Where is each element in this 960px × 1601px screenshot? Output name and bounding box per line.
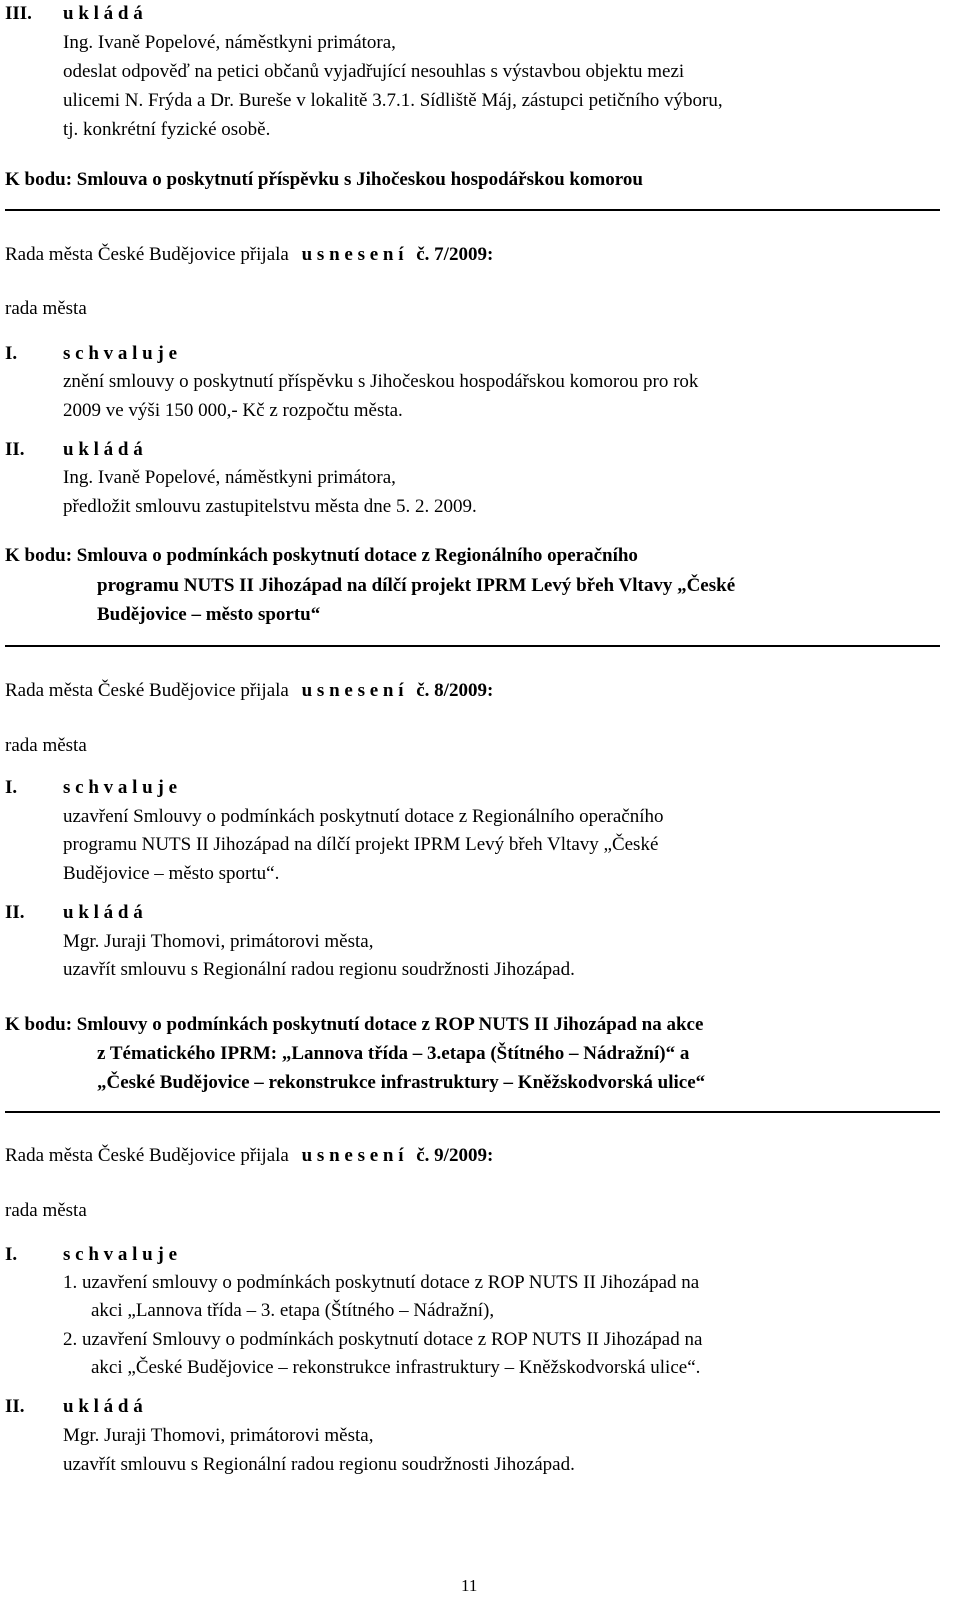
text-line: znění smlouvy o poskytnutí příspěvku s Jihočeskou hospodářskou komorou pro rok <box>63 371 699 392</box>
text-line: uzavřít smlouvu s Regionální radou regionu soudržnosti Jihozápad. <box>63 959 575 980</box>
action-verb: s c h v a l u j e <box>63 777 177 798</box>
resolution-label: u s n e s e n í <box>301 680 404 701</box>
rada-label: rada města <box>5 298 87 319</box>
resolution-label: u s n e s e n í <box>301 244 404 265</box>
resolution-number: č. 7/2009: <box>416 244 494 265</box>
resolution-number: č. 8/2009: <box>416 680 494 701</box>
text-line: předložit smlouvu zastupitelstvu města dne 5. 2. 2009. <box>63 496 477 517</box>
roman-numeral: I. <box>5 777 18 798</box>
divider <box>5 209 940 211</box>
roman-numeral: I. <box>5 1244 18 1265</box>
text-line: Mgr. Juraji Thomovi, primátorovi města, <box>63 931 374 952</box>
section-heading: K bodu: Smlouva o poskytnutí příspěvku s Jihočeskou hospodářskou komorou <box>5 169 643 190</box>
section-heading: Budějovice – město sportu“ <box>97 604 321 625</box>
roman-numeral: III. <box>5 3 32 24</box>
divider <box>5 645 940 647</box>
list-item-continuation: akci „Lannova třída – 3. etapa (Štítného – Nádražní), <box>91 1300 495 1321</box>
text-line: Budějovice – město sportu“. <box>63 863 280 884</box>
section-heading: z Tématického IPRM: „Lannova třída – 3.etapa (Štítného – Nádražní)“ a <box>97 1043 690 1064</box>
text-line: 2009 ve výši 150 000,- Kč z rozpočtu města. <box>63 400 403 421</box>
resolution-line <box>5 245 493 264</box>
text-line: uzavřít smlouvu s Regionální radou regionu soudržnosti Jihozápad. <box>63 1454 575 1475</box>
list-item: 1. uzavření smlouvy o podmínkách poskytnutí dotace z ROP NUTS II Jihozápad na <box>63 1272 700 1293</box>
section-heading: „České Budějovice – rekonstrukce infrastruktury – Kněžskodvorská ulice“ <box>97 1072 706 1093</box>
list-item: 2. uzavření Smlouvy o podmínkách poskytnutí dotace z ROP NUTS II Jihozápad na <box>63 1329 703 1350</box>
section-heading: K bodu: Smlouvy o podmínkách poskytnutí dotace z ROP NUTS II Jihozápad na akce <box>5 1014 704 1035</box>
page-number: 11 <box>461 1576 478 1595</box>
text-line: Ing. Ivaně Popelové, náměstkyni primátora, <box>63 467 396 488</box>
text-line: odeslat odpověď na petici občanů vyjadřující nesouhlas s výstavbou objektu mezi <box>63 61 685 82</box>
action-verb: u k l á d á <box>63 3 143 24</box>
text-line: ulicemi N. Frýda a Dr. Bureše v lokalitě 3.7.1. Sídliště Máj, zástupci petičního výboru, <box>63 90 723 111</box>
resolution-label: u s n e s e n í <box>301 1145 404 1166</box>
text-line: programu NUTS II Jihozápad na dílčí projekt IPRM Levý břeh Vltavy „České <box>63 834 659 855</box>
text-line: tj. konkrétní fyzické osobě. <box>63 119 271 140</box>
action-verb: s c h v a l u j e <box>63 1244 177 1265</box>
section-heading: K bodu: Smlouva o podmínkách poskytnutí dotace z Regionálního operačního <box>5 545 638 566</box>
rada-label: rada města <box>5 735 87 756</box>
resolution-intro: Rada města České Budějovice přijala <box>5 244 289 265</box>
roman-numeral: I. <box>5 343 18 364</box>
text-line: uzavření Smlouvy o podmínkách poskytnutí dotace z Regionálního operačního <box>63 806 664 827</box>
resolution-intro: Rada města České Budějovice přijala <box>5 680 289 701</box>
text-line: Ing. Ivaně Popelové, náměstkyni primátora, <box>63 32 396 53</box>
list-item-continuation: akci „České Budějovice – rekonstrukce infrastruktury – Kněžskodvorská ulice“. <box>91 1357 701 1378</box>
action-verb: s c h v a l u j e <box>63 343 177 364</box>
resolution-number: č. 9/2009: <box>416 1145 494 1166</box>
section-heading: programu NUTS II Jihozápad na dílčí projekt IPRM Levý břeh Vltavy „České <box>97 575 736 596</box>
action-verb: u k l á d á <box>63 1396 143 1417</box>
rada-label: rada města <box>5 1200 87 1221</box>
resolution-line <box>5 1146 493 1165</box>
text-line: Mgr. Juraji Thomovi, primátorovi města, <box>63 1425 374 1446</box>
action-verb: u k l á d á <box>63 439 143 460</box>
action-verb: u k l á d á <box>63 902 143 923</box>
roman-numeral: II. <box>5 1396 25 1417</box>
roman-numeral: II. <box>5 902 25 923</box>
resolution-intro: Rada města České Budějovice přijala <box>5 1145 289 1166</box>
roman-numeral: II. <box>5 439 25 460</box>
resolution-line <box>5 681 493 700</box>
divider <box>5 1111 940 1113</box>
